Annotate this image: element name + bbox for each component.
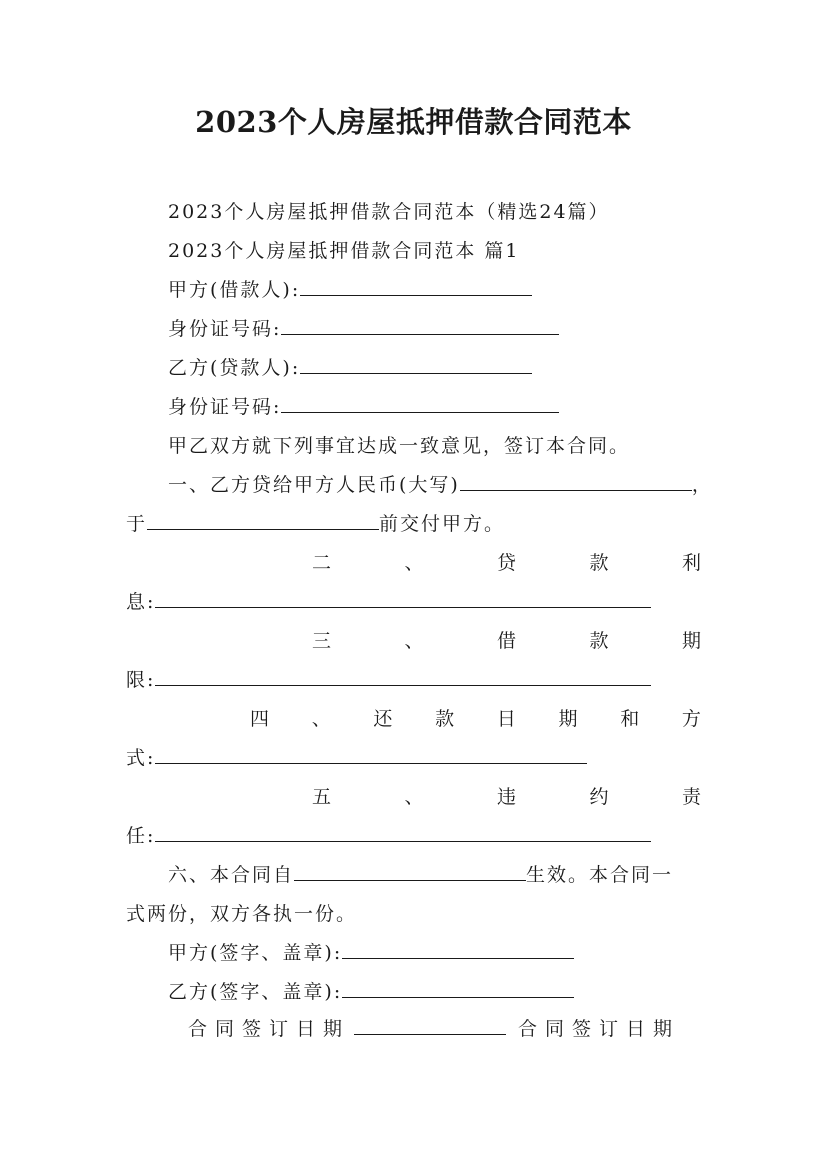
sign-date-blank — [354, 1016, 506, 1035]
clause-6-prefix: 六、本合同自 — [168, 864, 295, 886]
sign-a-line — [168, 940, 574, 966]
clause-5-char: 约 — [589, 786, 609, 808]
clause-2-head — [126, 550, 701, 576]
party-a-id-label: 身份证号码: — [168, 318, 282, 340]
clause-4-char: 期 — [558, 708, 578, 730]
clause-2-char: 款 — [589, 552, 609, 574]
clause-5-head — [126, 784, 701, 810]
clause-1 — [168, 472, 713, 498]
clause-5-char: 责 — [681, 786, 701, 808]
party-b-id-line — [168, 394, 559, 420]
sign-b-blank — [342, 979, 574, 998]
clause-4-char: 四 — [250, 708, 270, 730]
clause-3-tail — [126, 667, 651, 693]
clause-4-char: 和 — [620, 708, 640, 730]
sign-a-label: 甲方(签字、盖章): — [168, 942, 343, 964]
clause-4-char: 还 — [373, 708, 393, 730]
clause-2-char: 二 — [312, 552, 332, 574]
party-a-blank — [300, 277, 532, 296]
clause-1-cont-suffix: 前交付甲方。 — [379, 513, 506, 535]
clause-6-suffix: 生效。本合同一 — [526, 864, 674, 886]
clause-5-char: 五 — [312, 786, 332, 808]
clause-5-char: 违 — [496, 786, 516, 808]
clause-3-char: 借 — [496, 630, 516, 652]
clause-4-tail-text: 式: — [126, 747, 156, 769]
party-b-label: 乙方(贷款人): — [168, 357, 301, 379]
clause-1-comma: ， — [691, 474, 713, 496]
clause-4-char: 、 — [311, 708, 331, 730]
party-a-label: 甲方(借款人): — [168, 279, 301, 301]
clause-4-char: 款 — [435, 708, 455, 730]
clause-2-char: 贷 — [496, 552, 516, 574]
sign-date-line — [188, 1016, 680, 1042]
clause-2-tail — [126, 589, 651, 615]
clause-4-char: 方 — [681, 708, 701, 730]
clause-1-cont-prefix: 于 — [126, 513, 148, 535]
clause-3-head — [126, 628, 701, 654]
party-b-id-blank — [281, 394, 559, 413]
clause-3-char: 款 — [589, 630, 609, 652]
clause-4-blank — [155, 745, 587, 764]
clause-3-char: 、 — [404, 630, 424, 652]
clause-5-tail-text: 任: — [126, 825, 156, 847]
sign-b-line — [168, 979, 574, 1005]
clause-3-char: 三 — [312, 630, 332, 652]
clause-1-date-blank — [147, 511, 379, 530]
clause-5-tail — [126, 823, 651, 849]
clause-1-text: 一、乙方贷给甲方人民币(大写) — [168, 474, 460, 496]
sign-a-blank — [342, 940, 574, 959]
clause-3-blank — [155, 667, 651, 686]
document-title: 2023个人房屋抵押借款合同范本 — [195, 105, 632, 139]
clause-6-blank — [294, 862, 526, 881]
clause-3-tail-text: 限: — [126, 669, 156, 691]
agreement-text: 甲乙双方就下列事宜达成一致意见，签订本合同。 — [168, 435, 631, 457]
party-b-line — [168, 355, 532, 381]
clause-3-char: 期 — [681, 630, 701, 652]
clause-2-blank — [155, 589, 651, 608]
clause-4-head — [126, 706, 701, 732]
party-a-line — [168, 277, 532, 303]
clause-6-cont: 式两份，双方各执一份。 — [126, 903, 358, 925]
clause-5-char: 、 — [404, 786, 424, 808]
party-b-blank — [300, 355, 532, 374]
subtitle: 2023个人房屋抵押借款合同范本（精选24篇） — [168, 201, 610, 223]
clause-6 — [168, 862, 673, 888]
sign-date-left: 合同签订日期 — [188, 1018, 351, 1040]
party-a-id-blank — [281, 316, 559, 335]
clause-4-tail — [126, 745, 587, 771]
sign-b-label: 乙方(签字、盖章): — [168, 981, 343, 1003]
clause-1-amount-blank — [460, 472, 692, 491]
clause-2-char: 、 — [404, 552, 424, 574]
sign-date-right: 合同签订日期 — [518, 1018, 681, 1040]
party-a-id-line — [168, 316, 559, 342]
clause-5-blank — [155, 823, 651, 842]
clause-2-char: 利 — [681, 552, 701, 574]
clause-4-char: 日 — [496, 708, 516, 730]
party-b-id-label: 身份证号码: — [168, 396, 282, 418]
clause-1-cont — [126, 511, 505, 537]
section-heading: 2023个人房屋抵押借款合同范本 篇1 — [168, 240, 520, 262]
clause-2-tail-text: 息: — [126, 591, 156, 613]
